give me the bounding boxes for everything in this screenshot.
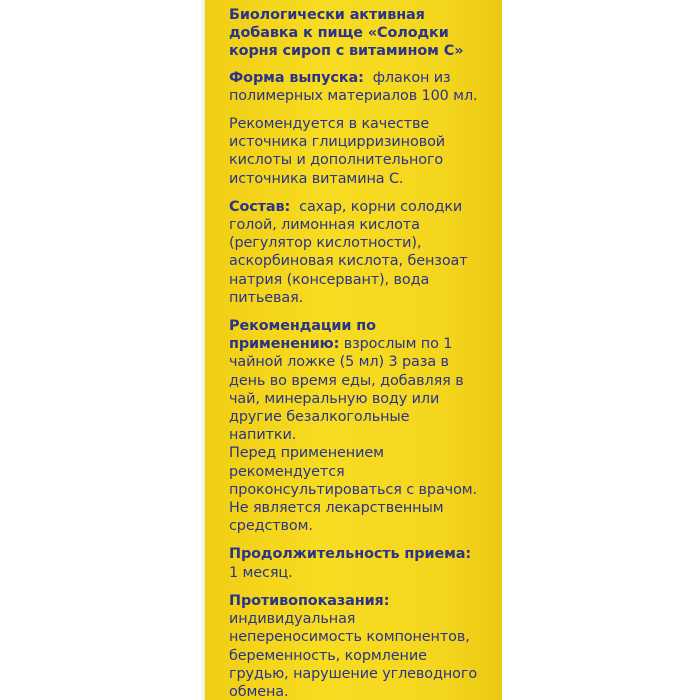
recommendation-text: Рекомендуется в качестве источника глицирризиновой кислоты и дополнительного источника витамина С. <box>229 116 446 187</box>
usage-heading: Рекомендации по применению: <box>229 318 376 353</box>
composition-section <box>229 198 481 307</box>
duration-heading: Продолжительность приема: <box>229 546 472 563</box>
contraindications-section <box>229 592 481 700</box>
product-title: Биологически активная добавка к пище «Солодки корня сироп с витамином С» <box>229 7 464 60</box>
release-form-section <box>229 69 481 105</box>
label-text <box>229 6 481 700</box>
composition-heading: Состав: <box>229 198 291 215</box>
usage-note: Перед применением рекомендуется проконсультироваться с врачом. Не является лекарственным средством. <box>229 445 478 535</box>
release-form-heading: Форма выпуска: <box>229 69 364 86</box>
release-form-text: флакон из полимерных материалов 100 мл. <box>229 69 478 104</box>
duration-section <box>229 545 481 581</box>
contraindications-heading: Противопоказания: <box>229 592 390 609</box>
usage-text: взрослым по 1 чайной ложке (5 мл) 3 раза в день во время еды, добавляя в чай, минеральную воду или другие безалкогольные напитки. <box>229 336 464 444</box>
composition-text: сахар, корни солодки голой, лимонная кислота (регулятор кислотности), аскорбиновая кислота, бензоат натрия (консервант), вода питьевая. <box>229 198 468 306</box>
usage-section <box>229 317 481 444</box>
duration-text: 1 месяц. <box>229 564 293 581</box>
contraindications-text: индивидуальная непереносимость компонентов, беременность, кормление грудью, нарушение углеводного обмена. <box>229 611 478 700</box>
